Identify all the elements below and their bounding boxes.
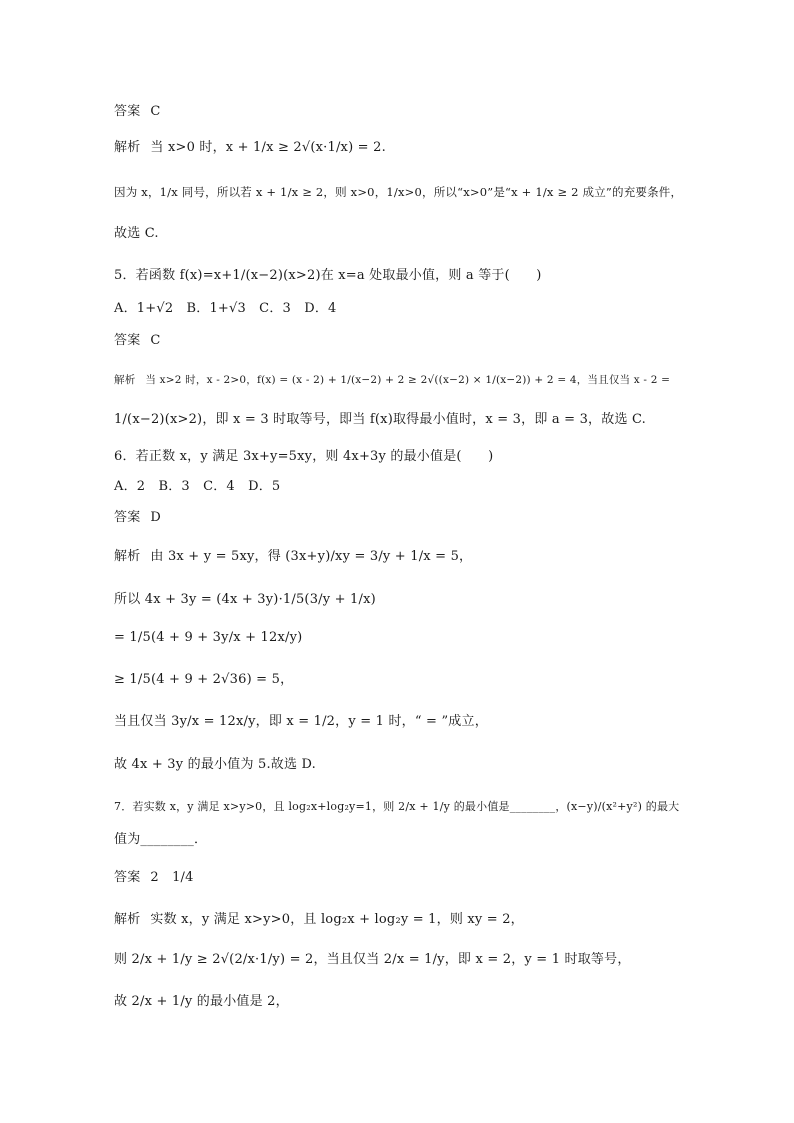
q7-analysis-2: 则 2/x + 1/y ≥ 2√(2/x·1/y) = 2，当且仅当 2/x = 1/y，即 x = 2，y = 1 时取等号，	[114, 952, 631, 967]
q6-analysis-2: 所以 4x + 3y = (4x + 3y)·1/5(3/y + 1/x)	[114, 592, 376, 607]
q7-analysis-1: 解析 实数 x，y 满足 x>y>0，且 log₂x + log₂y = 1，则 xy = 2，	[114, 912, 524, 927]
q4-analysis-1: 解析 当 x>0 时，x + 1/x ≥ 2√(x·1/x) = 2.	[114, 140, 386, 155]
q5-answer: C	[150, 333, 161, 348]
q6-stem: 6．若正数 x，y 满足 3x+y=5xy，则 4x+3y 的最小值是( )	[114, 449, 494, 464]
q6-answer-line: 答案 D	[114, 510, 162, 525]
q7-answer: 2 1/4	[150, 870, 194, 885]
q4-analysis-3: 故选 C.	[114, 226, 159, 241]
q5-analysis-2: 1/(x−2)(x>2)，即 x = 3 时取等号，即当 f(x)取得最小值时，x = 3，即 a = 3，故选 C.	[114, 412, 646, 427]
q6-analysis-1: 解析 由 3x + y = 5xy，得 (3x+y)/xy = 3/y + 1/x = 5，	[114, 549, 473, 564]
q5-analysis-1: 解析 当 x>2 时，x - 2>0，f(x) = (x - 2) + 1/(x−2) + 2 ≥ 2√((x−2) × 1/(x−2)) + 2 = 4，当且仅当 x - 2 =	[114, 374, 671, 386]
q7-stem-2: 值为________．	[114, 832, 208, 847]
q4-analysis-2: 因为 x，1/x 同号，所以若 x + 1/x ≥ 2，则 x>0，1/x>0，所以“x>0”是“x + 1/x ≥ 2 成立”的充要条件，	[114, 185, 683, 199]
q4-answer: C	[150, 104, 161, 119]
q6-analysis-6: 故 4x + 3y 的最小值为 5.故选 D.	[114, 757, 316, 772]
q6-options: A．2 B．3 C．4 D．5	[114, 479, 281, 494]
q6-answer: D	[150, 510, 162, 525]
q6-analysis-4: ≥ 1/5(4 + 9 + 2√36) = 5，	[114, 672, 294, 687]
q7-analysis-3: 故 2/x + 1/y 的最小值是 2，	[114, 994, 289, 1009]
q5-stem: 5．若函数 f(x)=x+1/(x−2)(x>2)在 x=a 处取最小值，则 a 等于( )	[114, 268, 542, 283]
q4-answer-line: 答案 C	[114, 104, 161, 119]
q5-answer-line: 答案 C	[114, 333, 161, 348]
q7-stem-1: 7．若实数 x，y 满足 x>y>0，且 log₂x+log₂y=1，则 2/x + 1/y 的最小值是________，(x−y)/(x²+y²) 的最大	[114, 800, 680, 813]
q6-analysis-3: = 1/5(4 + 9 + 3y/x + 12x/y)	[114, 630, 303, 645]
q7-answer-line: 答案 2 1/4	[114, 870, 194, 885]
q5-options: A．1+√2 B．1+√3 C．3 D．4	[114, 301, 337, 316]
q6-analysis-5: 当且仅当 3y/x = 12x/y，即 x = 1/2，y = 1 时，“ = ”成立，	[114, 714, 488, 729]
